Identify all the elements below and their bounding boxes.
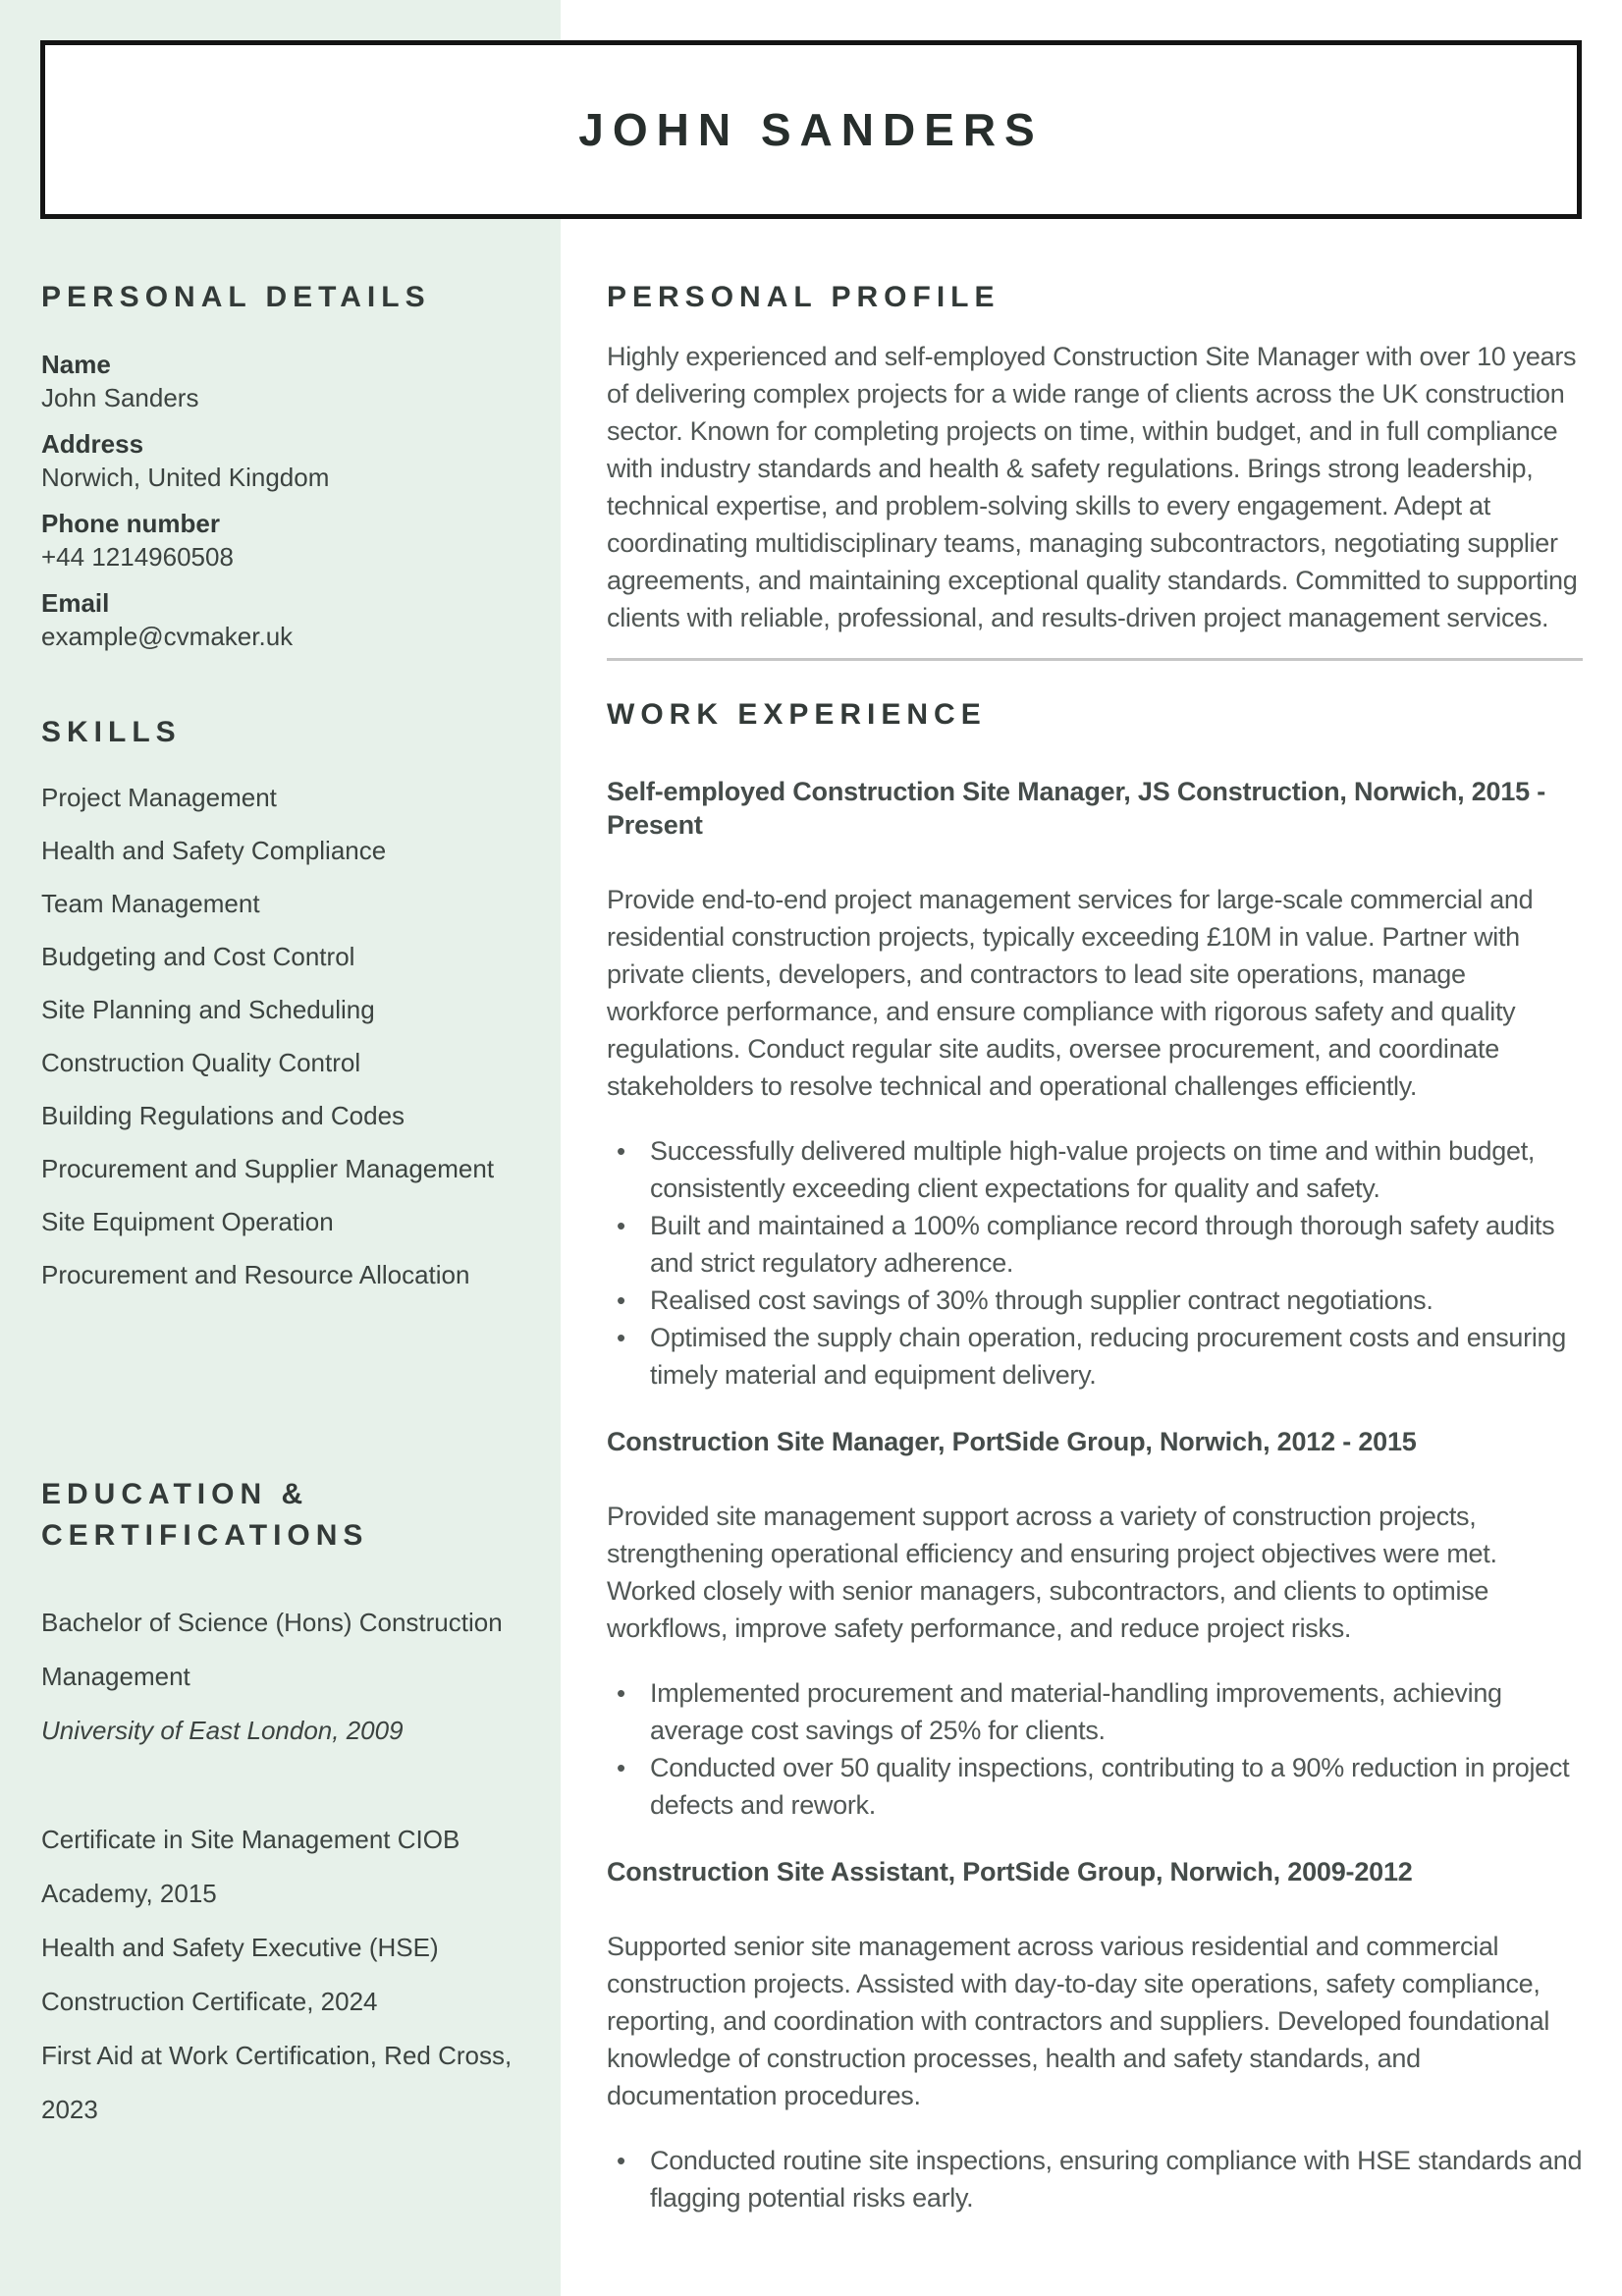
personal-details-fields: [41, 348, 523, 653]
field-value: example@cvmaker.uk: [41, 622, 294, 651]
skill-item: Procurement and Supplier Management: [41, 1154, 495, 1183]
field-value: +44 1214960508: [41, 542, 234, 572]
education-school: University of East London, 2009: [41, 1716, 404, 1745]
job-title: Construction Site Manager, PortSide Group, Norwich, 2012 - 2015: [607, 1427, 1417, 1456]
job-description: Provide end-to-end project management services for large-scale commercial and residential construction projects, typically exceeding £10M in value. Partner with private clients, developers, and contractors to lead site operations, manage workforce performance, and ensure compliance with rigorous safety and quality regulations. Conduct regular site audits, oversee procurement, and coordinate stakeholders to resolve technical and operational challenges efficiently.: [607, 885, 1534, 1101]
personal-detail-field: [41, 586, 523, 653]
job-bullet: • Built and maintained a 100% compliance record through thorough safety audits and strict regulatory adherence.: [607, 1207, 1583, 1282]
field-label: Email: [41, 588, 110, 618]
personal-profile-heading: PERSONAL PROFILE: [607, 281, 1000, 313]
skill-item: Building Regulations and Codes: [41, 1101, 406, 1130]
section-divider: [607, 658, 1583, 661]
job-description: Provided site management support across a variety of construction projects, strengthening operational efficiency and ensuring project objectives were met. Worked closely with senior managers, subcontractors, and clients to optimise workflows, improve safety performance, and reduce project risks.: [607, 1502, 1497, 1643]
work-experience-heading: WORK EXPERIENCE: [607, 698, 987, 731]
field-value: John Sanders: [41, 383, 199, 412]
job-entry: [607, 1425, 1583, 1824]
skill-item: Budgeting and Cost Control: [41, 942, 355, 971]
certification-item: First Aid at Work Certification, Red Cross, 2023: [41, 2041, 513, 2124]
skill-item: Site Equipment Operation: [41, 1207, 334, 1236]
main-column: [607, 0, 1583, 2248]
personal-detail-field: [41, 427, 523, 494]
skill-item: Health and Safety Compliance: [41, 836, 387, 865]
education-degree: Bachelor of Science (Hons) Construction Management: [41, 1608, 503, 1691]
job-bullets: [607, 1132, 1583, 1394]
skills-list: [41, 771, 523, 1301]
job-bullets: [607, 1674, 1583, 1824]
skill-item: Procurement and Resource Allocation: [41, 1260, 470, 1289]
education-heading: EDUCATION & CERTIFICATIONS: [41, 1478, 369, 1552]
job-entry: [607, 775, 1583, 1394]
field-label: Address: [41, 429, 144, 459]
personal-details-heading: PERSONAL DETAILS: [41, 281, 431, 313]
job-bullet: • Conducted routine site inspections, ensuring compliance with HSE standards and flagging potential risks early.: [607, 2142, 1583, 2216]
skill-item: Team Management: [41, 889, 260, 918]
field-label: Phone number: [41, 509, 221, 538]
skill-item: Project Management: [41, 783, 277, 812]
personal-detail-field: [41, 348, 523, 414]
certification-item: Certificate in Site Management CIOB Academy, 2015: [41, 1825, 460, 1908]
skills-heading: SKILLS: [41, 716, 182, 748]
job-bullet: • Conducted over 50 quality inspections, contributing to a 90% reduction in project defects and rework.: [607, 1749, 1583, 1824]
job-bullet: • Optimised the supply chain operation, reducing procurement costs and ensuring timely material and equipment delivery.: [607, 1319, 1583, 1394]
personal-detail-field: [41, 507, 523, 574]
job-entry: [607, 1855, 1583, 2216]
skill-item: Site Planning and Scheduling: [41, 995, 375, 1024]
job-description: Supported senior site management across various residential and commercial construction projects. Assisted with day-to-day site operations, safety compliance, reporting, and coordination with contractors and suppliers. Developed foundational knowledge of construction processes, health and safety standards, and documentation procedures.: [607, 1932, 1550, 2110]
job-bullet: • Successfully delivered multiple high-value projects on time and within budget, consistently exceeding client expectations for quality and safety.: [607, 1132, 1583, 1207]
personal-profile-text: Highly experienced and self-employed Construction Site Manager with over 10 years of delivering complex projects for a wide range of clients across the UK construction sector. Known for completing projects on time, within budget, and in full compliance with industry standards and health & safety regulations. Brings strong leadership, technical expertise, and problem-solving skills to every engagement. Adept at coordinating multidisciplinary teams, managing subcontractors, negotiating supplier agreements, and maintaining exceptional quality standards. Committed to supporting clients with reliable, professional, and results-driven project management services.: [607, 342, 1578, 632]
job-title: Self-employed Construction Site Manager, JS Construction, Norwich, 2015 - Present: [607, 777, 1546, 840]
skill-item: Construction Quality Control: [41, 1048, 361, 1077]
certification-item: Health and Safety Executive (HSE) Construction Certificate, 2024: [41, 1933, 439, 2016]
page-title: JOHN SANDERS: [578, 104, 1044, 155]
certifications-list: [41, 1813, 523, 2137]
job-bullets: [607, 2142, 1583, 2216]
field-label: Name: [41, 350, 111, 379]
field-value: Norwich, United Kingdom: [41, 463, 330, 492]
jobs-list: [607, 775, 1583, 2216]
sidebar: [0, 0, 561, 2296]
job-bullet: • Realised cost savings of 30% through supplier contract negotiations.: [607, 1282, 1583, 1319]
job-bullet: • Implemented procurement and material-handling improvements, achieving average cost savings of 25% for clients.: [607, 1674, 1583, 1749]
job-title: Construction Site Assistant, PortSide Group, Norwich, 2009-2012: [607, 1857, 1413, 1886]
